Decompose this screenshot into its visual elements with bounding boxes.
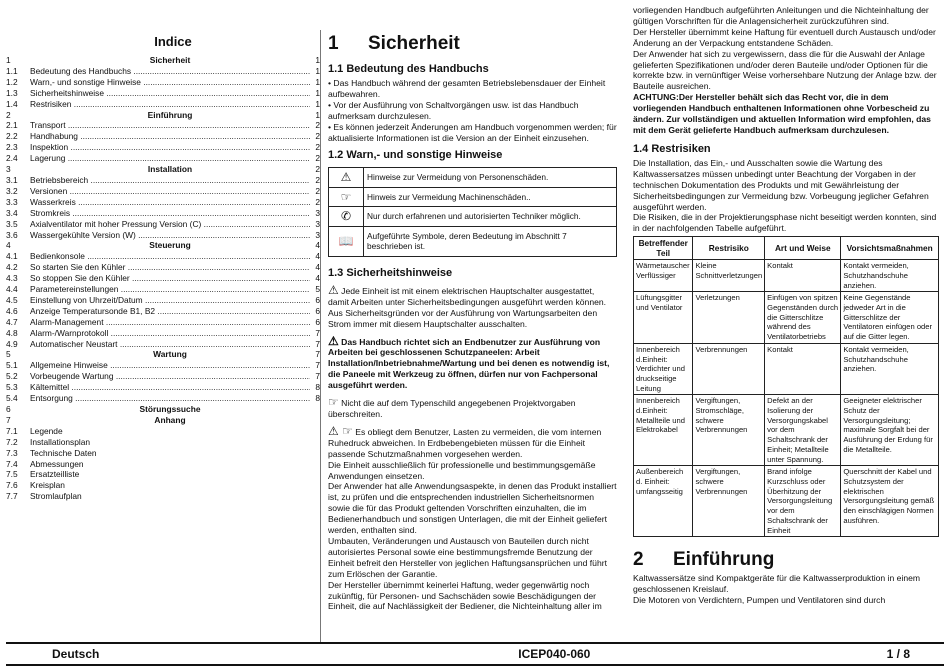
- technician-icon: ✆: [329, 207, 364, 227]
- toc-entry-number: 7.4: [6, 458, 18, 469]
- toc-entry-label: So starten Sie den Kühler .....: [30, 262, 310, 273]
- toc-entry-page: 6: [310, 306, 320, 317]
- table-cell: Keine Gegenstände jedweder Art in die Gitterschlitze der Ventilatoren einfügen oder auf die Gitter legen.: [841, 292, 939, 344]
- toc-entry[interactable]: [6, 197, 320, 208]
- toc-entry-label: Transport .....: [30, 120, 310, 131]
- toc-entry-page: 1: [310, 77, 320, 88]
- toc-entry-number: 7.1: [6, 425, 18, 436]
- toc-entry-number: 7.7: [6, 491, 18, 502]
- toc-entry[interactable]: [6, 262, 320, 273]
- toc-entry[interactable]: [6, 88, 320, 99]
- toc-entry[interactable]: [6, 480, 320, 491]
- toc-entry[interactable]: [6, 110, 320, 121]
- right-column: [633, 5, 939, 606]
- paragraph: • Es können jederzeit Änderungen am Handbuch vorgenommen werden; für aktualisierte Informationen ist die Version an der Einheit einzusehen.: [328, 121, 617, 143]
- toc-entry-number: 1.4: [6, 98, 18, 109]
- toc-entry[interactable]: [6, 208, 320, 219]
- toc-title: Indice: [154, 34, 192, 49]
- symbol-row: [329, 187, 617, 207]
- toc-entry-page: [310, 469, 320, 480]
- toc-entry[interactable]: [6, 328, 320, 339]
- toc-entry[interactable]: [6, 99, 320, 110]
- toc-entry-page: [310, 415, 320, 426]
- toc-entry-number: 2: [6, 109, 11, 120]
- section-heading: [328, 33, 617, 55]
- table-cell: Einfügen von spitzen Gegenständen durch die Gitterschlitze während des Ventilatorbetriebs: [765, 292, 841, 344]
- toc-entry[interactable]: [6, 437, 320, 448]
- toc-entry[interactable]: [6, 339, 320, 350]
- toc-entry-page: 4: [310, 273, 320, 284]
- table-cell: Kontakt vermeiden, Schutzhandschuhe anziehen.: [841, 343, 939, 395]
- table-cell: Brand infolge Kurzschluss oder Überhitzung der Versorgungsleitung vor dem Schaltschrank der Einheit: [765, 466, 841, 537]
- toc-entry-page: 2: [310, 186, 320, 197]
- toc-entry[interactable]: [6, 240, 320, 251]
- toc-entry-number: 7.2: [6, 436, 18, 447]
- toc-entry-page: 1: [310, 99, 320, 110]
- toc-entry-page: 7: [310, 360, 320, 371]
- toc-entry-number: 2.4: [6, 153, 18, 164]
- page-footer: [6, 642, 944, 666]
- paragraph: vorliegenden Handbuch aufgeführten Anleitungen und die Nichteinhaltung der gültigen Vorschriften für die Anlagensicherheit zurückzuführen sind.: [633, 5, 929, 26]
- toc-entry-number: 2.1: [6, 120, 18, 131]
- toc-entry-number: 4.9: [6, 338, 18, 349]
- toc-entry-label: Abmessungen: [30, 458, 84, 469]
- toc-entry[interactable]: [6, 120, 320, 131]
- toc-entry-label: Anhang: [154, 414, 186, 425]
- toc-entry[interactable]: [6, 142, 320, 153]
- toc-entry-number: 3.1: [6, 174, 18, 185]
- toc-entry-page: 7: [310, 339, 320, 350]
- toc-entry-number: 7.5: [6, 469, 18, 480]
- toc-entry-number: 1.2: [6, 76, 18, 87]
- toc-entry-label: Einstellung von Uhrzeit/Datum .....: [30, 295, 310, 306]
- toc-entry-label: Axialventilator mit hoher Pressung Version (C) .....: [30, 219, 310, 230]
- paragraph: Der Anwender hat sich zu vergewissern, dass die für die Auswahl der Anlage gelieferten Spezifikationen und/oder deren Bauteile und/oder Optionen für die korrekte bzw. in vernünftiger Weise vorhersehbare Nutzung der Anlage bzw. der Bauteile ausreichen.: [633, 48, 937, 92]
- footer-page-number: 1 / 8: [886, 647, 910, 661]
- warning-triangle-icon: ⚠: [328, 423, 343, 438]
- toc-entry-page: 2: [310, 142, 320, 153]
- table-cell: Kontakt vermeiden, Schutzhandschuhe anziehen.: [841, 260, 939, 292]
- table-cell: Lüftungsgitter und Ventilator: [634, 292, 693, 344]
- toc-entry[interactable]: [6, 393, 320, 404]
- toc-entry-label: Stromkreis .....: [30, 208, 310, 219]
- toc-entry-label: Betriebsbereich .....: [30, 175, 310, 186]
- toc-entry[interactable]: [6, 360, 320, 371]
- toc-entry[interactable]: [6, 153, 320, 164]
- toc-entry-number: 3.4: [6, 207, 18, 218]
- table-cell: Außenbereich d. Einheit: umfangsseitig: [634, 466, 693, 537]
- toc-entry-number: 5.4: [6, 393, 18, 404]
- toc-entry[interactable]: [6, 469, 320, 480]
- section-sicherheit: [328, 0, 617, 612]
- toc-entry-number: 4.8: [6, 327, 18, 338]
- toc-entry-number: 1: [6, 55, 11, 65]
- toc-entry-page: [310, 480, 320, 491]
- toc-entry-label: Versionen .....: [30, 186, 310, 197]
- paragraph: ⚠ ☞ Es obliegt dem Benutzer, Lasten zu vermeiden, die vom internen Ruhedruck abweichen. In Erdbebengebieten müssen für die Einheit passende Schutzmaßnahmen vorgesehen werden.: [328, 423, 602, 459]
- toc-entry-label: Wassergekühlte Version (W) .....: [30, 230, 310, 241]
- paragraph: Der Hersteller übernimmt keine Haftung für eventuell durch Austausch und/oder Änderung an der Verpackung entstandene Schäden.: [633, 26, 936, 48]
- paragraph: Der Hersteller übernimmt keinerlei Haftung, weder gegenwärtig noch zukünftig, für Personen- und Sachschäden sowie Beschädigungen der Einheit, die auf Nachlässigkeit der Bediener, die Nichteinhaltung aller im: [328, 579, 602, 612]
- symbol-description: Aufgeführte Symbole, deren Bedeutung im Abschnitt 7 beschrieben ist.: [364, 226, 617, 256]
- table-row: [634, 292, 939, 344]
- toc-entry-label: Kältemittel .....: [30, 382, 310, 393]
- section-number: 1: [328, 33, 339, 54]
- toc-entry[interactable]: [6, 317, 320, 328]
- paragraph: Umbauten, Veränderungen und Austausch von Bauteilen durch nicht autorisiertes Personal sowie eine bestimmungsfremde Benutzung der Einheit befreit den Hersteller von jeglichen Haftungsansprüchen und führt zum Erlöschen der Garantie.: [328, 535, 607, 579]
- symbol-row: [329, 168, 617, 188]
- toc-entry-label: Anzeige Temperatursonde B1, B2 .....: [30, 306, 310, 317]
- section-heading: [633, 549, 939, 571]
- toc-entry-number: 7.3: [6, 447, 18, 458]
- toc-entry-page: 3: [310, 219, 320, 230]
- toc-entry-number: 2.2: [6, 131, 18, 142]
- symbol-description: Nur durch erfahrenen und autorisierten Techniker möglich.: [364, 207, 617, 227]
- toc-entry-label: Sicherheitshinweise .....: [30, 88, 310, 99]
- paragraph: Die Motoren von Verdichtern, Pumpen und Ventilatoren sind durch: [633, 595, 886, 606]
- toc-entry-label: Restrisiken .....: [30, 99, 310, 110]
- toc-entry-number: 4.7: [6, 316, 18, 327]
- toc-entry-number: 3.2: [6, 185, 18, 196]
- toc-entry-page: 1: [310, 66, 320, 77]
- risk-table-header: Vorsichtsmaßnahmen: [841, 237, 939, 260]
- toc-entry-page: [310, 491, 320, 502]
- toc-entry-number: 5.3: [6, 382, 18, 393]
- toc-entry-label: Lagerung .....: [30, 153, 310, 164]
- toc-entry[interactable]: [6, 77, 320, 88]
- toc-entry-page: 2: [310, 131, 320, 142]
- toc-entry-label: Steuerung: [149, 240, 191, 251]
- risk-table: [633, 236, 939, 537]
- toc-list: [6, 55, 320, 502]
- toc-entry-page: 2: [310, 164, 320, 175]
- subsection-heading: 1.1 Bedeutung des Handbuchs: [328, 63, 489, 75]
- toc-entry-page: [310, 426, 320, 437]
- toc-entry-label: Legende: [30, 425, 63, 436]
- pointing-hand-icon: ☞: [342, 423, 353, 438]
- toc-entry[interactable]: [6, 66, 320, 77]
- section-number: 2: [633, 549, 644, 571]
- paragraph: ☞ Nicht die auf dem Typenschild angegebenen Projektvorgaben überschreiten.: [328, 395, 576, 419]
- footer-document-code: ICEP040-060: [518, 647, 591, 661]
- toc-entry-label: Alarm-Management .....: [30, 317, 310, 328]
- toc-entry-page: 4: [310, 262, 320, 273]
- toc-entry-page: 7: [310, 328, 320, 339]
- toc-entry-number: 3.6: [6, 229, 18, 240]
- warning-triangle-icon: ⚠: [329, 168, 364, 188]
- toc-entry[interactable]: [6, 491, 320, 502]
- toc-entry[interactable]: [6, 186, 320, 197]
- toc-entry-number: 1.3: [6, 87, 18, 98]
- toc-entry-page: 6: [310, 317, 320, 328]
- toc-entry[interactable]: [6, 371, 320, 382]
- risk-table-header: Restrisiko: [693, 237, 765, 260]
- toc-entry-label: Installation: [147, 164, 193, 175]
- toc-entry-number: 4.6: [6, 305, 18, 316]
- risk-table-header: Art und Weise: [765, 237, 841, 260]
- toc-entry[interactable]: [6, 415, 320, 426]
- toc-entry-page: 2: [310, 175, 320, 186]
- toc-entry-label: Warn,- und sonstige Hinweise .....: [30, 77, 310, 88]
- paragraph: • Das Handbuch während der gesamten Betriebslebensdauer der Einheit aufbewahren.: [328, 78, 606, 99]
- toc-entry-label: Allgemeine Hinweise .....: [30, 360, 310, 371]
- toc-entry[interactable]: [6, 349, 320, 360]
- toc-entry[interactable]: [6, 251, 320, 262]
- subsection-heading: 1.2 Warn,- und sonstige Hinweise: [328, 149, 503, 162]
- toc-entry-label: Alarm-/Warnprotokoll .....: [30, 328, 310, 339]
- toc-entry-page: 8: [310, 382, 320, 393]
- toc-entry-page: [310, 448, 320, 459]
- table-cell: Vergiftungen, Stromschläge, schwere Verbrennungen: [693, 395, 765, 466]
- toc-entry-number: 1.1: [6, 65, 18, 76]
- toc-entry-label: So stoppen Sie den Kühler .....: [30, 273, 310, 284]
- paragraph: • Vor der Ausführung von Schaltvorgängen usw. ist das Handbuch aufmerksam durchzulesen.: [328, 99, 579, 121]
- toc-entry-label: Automatischer Neustart .....: [30, 339, 310, 350]
- paragraph: ⚠ Jede Einheit ist mit einem elektrischen Hauptschalter ausgestattet, damit Arbeiten unter Sicherheitsbedingungen ausgeführt werden können. Aus Sicherheitsgründen vor der Ausführung von Wartungsarbeiten den Strom immer mit diesem Hauptschalter ausschalten.: [328, 282, 607, 329]
- toc-entry-page: 8: [310, 393, 320, 404]
- paragraph: ⚠ Das Handbuch richtet sich an Endbenutzer zur Ausführung von Arbeiten bei geschlossenen Schutzpaneelen: Arbeit Installation/Inbetriebnahme/Wartung und bei denen es notwendig ist, die Paneele mit Werkzeug zu öffnen, dürfen nur von Fachpersonal ausgeführt werden.: [328, 333, 610, 391]
- toc-entry-page: 2: [310, 197, 320, 208]
- table-cell: Kleine Schnittverletzungen: [693, 260, 765, 292]
- table-of-contents: [6, 0, 320, 502]
- toc-entry[interactable]: [6, 230, 320, 241]
- toc-entry[interactable]: [6, 55, 320, 66]
- paragraph: Die Installation, das Ein,- und Ausschalten sowie die Wartung des Kaltwassersatzes müssen unbedingt unter Beachtung der Vorgaben in der technischen Dokumentation des Produkts und mit Gewährleistung der Sicherheitsbedingungen zur Vermeidung bzw. Vorbeugung jeglicher Gefahren ausgeführt werden.: [633, 157, 929, 212]
- toc-entry-number: 5.2: [6, 371, 18, 382]
- toc-entry-page: 2: [310, 120, 320, 131]
- toc-entry[interactable]: [6, 295, 320, 306]
- risk-table-header: Betreffender Teil: [634, 237, 693, 260]
- paragraph: Die Einheit ausschließlich für professionelle und bestimmungsgemäße Anwendungen einsetzen.: [328, 459, 596, 481]
- table-cell: Defekt an der Isolierung der Versorgungskabel vor dem Schaltschrank der Einheit; Metallteile unter Spannung.: [765, 395, 841, 466]
- toc-entry-number: 4.5: [6, 294, 18, 305]
- book-icon: 📖: [329, 226, 364, 256]
- symbol-table: [328, 167, 617, 257]
- toc-entry-label: Vorbeugende Wartung .....: [30, 371, 310, 382]
- symbol-description: Hinweise zur Vermeidung von Personenschäden.: [364, 168, 617, 188]
- toc-entry-number: 4: [6, 240, 11, 251]
- table-row: [634, 260, 939, 292]
- toc-entry-number: 6: [6, 404, 11, 414]
- table-cell: Geeigneter elektrischer Schutz der Versorgungsleitung; maximale Sorgfalt bei der Ausführung der Erdung für die Metallteile.: [841, 395, 939, 466]
- table-row: [634, 466, 939, 537]
- toc-entry-label: Parametereinstellungen .....: [30, 284, 310, 295]
- subsection-heading: 1.3 Sicherheitshinweise: [328, 266, 453, 279]
- toc-entry-page: 1: [310, 110, 320, 121]
- toc-entry-number: 3: [6, 164, 11, 175]
- pointing-hand-icon: ☞: [329, 187, 364, 207]
- toc-entry-page: 7: [310, 349, 320, 360]
- toc-entry-label: Entsorgung .....: [30, 393, 310, 404]
- table-cell: Verletzungen: [693, 292, 765, 344]
- toc-entry-page: 4: [310, 251, 320, 262]
- toc-entry[interactable]: [6, 164, 320, 175]
- table-cell: Vergiftungen, schwere Verbrennungen: [693, 466, 765, 537]
- toc-entry-label: Bedeutung des Handbuchs .....: [30, 66, 310, 77]
- toc-entry-label: Einführung: [147, 109, 193, 120]
- symbol-description: Hinweis zur Vermeidung Machinenschäden..: [364, 187, 617, 207]
- toc-entry-number: 3.5: [6, 218, 18, 229]
- toc-entry-number: 3.3: [6, 196, 18, 207]
- toc-entry-number: 4.3: [6, 273, 18, 284]
- section-title: Einführung: [673, 549, 775, 571]
- toc-entry-number: 7: [6, 414, 11, 425]
- pointing-hand-icon: ☞: [328, 395, 339, 410]
- toc-entry-label: Kreisplan: [30, 480, 65, 491]
- toc-entry-page: 4: [310, 240, 320, 251]
- warning-triangle-icon: ⚠: [328, 282, 339, 297]
- toc-entry-label: Sicherheit: [149, 55, 191, 65]
- table-cell: Innenbereich d.Einheit: Verdichter und druckseitige Leitung: [634, 343, 693, 395]
- toc-entry-page: 2: [310, 153, 320, 164]
- toc-entry-label: Störungssuche: [139, 404, 201, 414]
- subsection-heading: 1.4 Restrisiken: [633, 142, 711, 155]
- table-row: [634, 395, 939, 466]
- toc-entry[interactable]: [6, 448, 320, 459]
- paragraph: Kaltwassersätze sind Kompaktgeräte für die Kaltwasserproduktion in einem geschlossenen Kreislauf.: [633, 573, 921, 595]
- toc-entry-page: 5: [310, 284, 320, 295]
- table-cell: Querschnitt der Kabel und Schutzsystem der elektrischen Versorgungsleitung gemäß den einschlägigen Normen ausführen.: [841, 466, 939, 537]
- toc-entry-number: 7.6: [6, 480, 18, 491]
- toc-entry-page: 3: [310, 230, 320, 241]
- toc-entry-label: Installationsplan: [30, 436, 91, 447]
- table-cell: Verbrennungen: [693, 343, 765, 395]
- toc-entry[interactable]: [6, 175, 320, 186]
- toc-entry-label: Technische Daten: [30, 447, 97, 458]
- column-divider: [320, 30, 321, 642]
- toc-entry-page: [310, 459, 320, 470]
- toc-entry-page: 1: [310, 55, 320, 66]
- symbol-row: [329, 207, 617, 227]
- toc-entry-page: 7: [310, 371, 320, 382]
- paragraph: Der Anwender hat alle Anwendungsaspekte, in denen das Produkt installiert ist, zu prüfen und die entsprechenden industriellen Sicherheitsnormen sowie die für das Produkt geltenden Vorschriften einzuhalten, die im Bedienerhandbuch und sonstigen Unterlagen, die mit der Einheit geliefert werden, enthalten sind.: [328, 481, 617, 536]
- toc-entry-page: [310, 437, 320, 448]
- paragraph: ACHTUNG:Der Hersteller behält sich das Recht vor, die in dem vorliegenden Handbuch enthaltenen Informationen ohne Vorbescheid zu ändern. Zur vollständigen und aktuellen Information wird empfohlen, das mit dem Gerät gelieferte Handbuch aufmerksam durchzulesen.: [633, 92, 931, 135]
- toc-entry-number: 5: [6, 349, 11, 360]
- toc-entry-label: Ersatzteilliste: [30, 469, 80, 480]
- table-cell: Kontakt: [765, 343, 841, 395]
- table-cell: Kontakt: [765, 260, 841, 292]
- footer-language: Deutsch: [52, 647, 100, 661]
- warning-triangle-icon: ⚠: [328, 333, 339, 348]
- toc-entry[interactable]: [6, 426, 320, 437]
- toc-entry[interactable]: [6, 284, 320, 295]
- toc-entry[interactable]: [6, 306, 320, 317]
- table-cell: Wärmetauscher Verflüssiger: [634, 260, 693, 292]
- toc-entry-label: Wasserkreis .....: [30, 197, 310, 208]
- toc-entry-page: 6: [310, 295, 320, 306]
- toc-entry-label: Inspektion .....: [30, 142, 310, 153]
- table-row: [634, 343, 939, 395]
- toc-entry-page: [310, 404, 320, 415]
- paragraph: Die Risiken, die in der Projektierungsphase nicht beseitigt werden konnten, sind in der nachfolgenden Tabelle aufgeführt.: [633, 212, 937, 234]
- toc-entry[interactable]: [6, 219, 320, 230]
- toc-entry-label: Stromlaufplan: [30, 491, 82, 502]
- toc-entry-number: 4.2: [6, 262, 18, 273]
- toc-entry[interactable]: [6, 404, 320, 415]
- toc-entry-label: Bedienkonsole .....: [30, 251, 310, 262]
- table-cell: Innenbereich d.Einheit: Metallteile und Elektrokabel: [634, 395, 693, 466]
- toc-entry[interactable]: [6, 131, 320, 142]
- toc-entry-page: 1: [310, 88, 320, 99]
- toc-entry[interactable]: [6, 273, 320, 284]
- toc-entry-label: Handhabung .....: [30, 131, 310, 142]
- toc-entry-number: 2.3: [6, 142, 18, 153]
- symbol-row: [329, 226, 617, 256]
- toc-entry-page: 3: [310, 208, 320, 219]
- section-title: Sicherheit: [368, 33, 460, 54]
- toc-entry-number: 5.1: [6, 360, 18, 371]
- toc-entry-number: 4.1: [6, 251, 18, 262]
- toc-entry-label: Wartung: [153, 349, 187, 360]
- toc-entry-number: 4.4: [6, 284, 18, 295]
- toc-entry[interactable]: [6, 382, 320, 393]
- toc-entry[interactable]: [6, 459, 320, 470]
